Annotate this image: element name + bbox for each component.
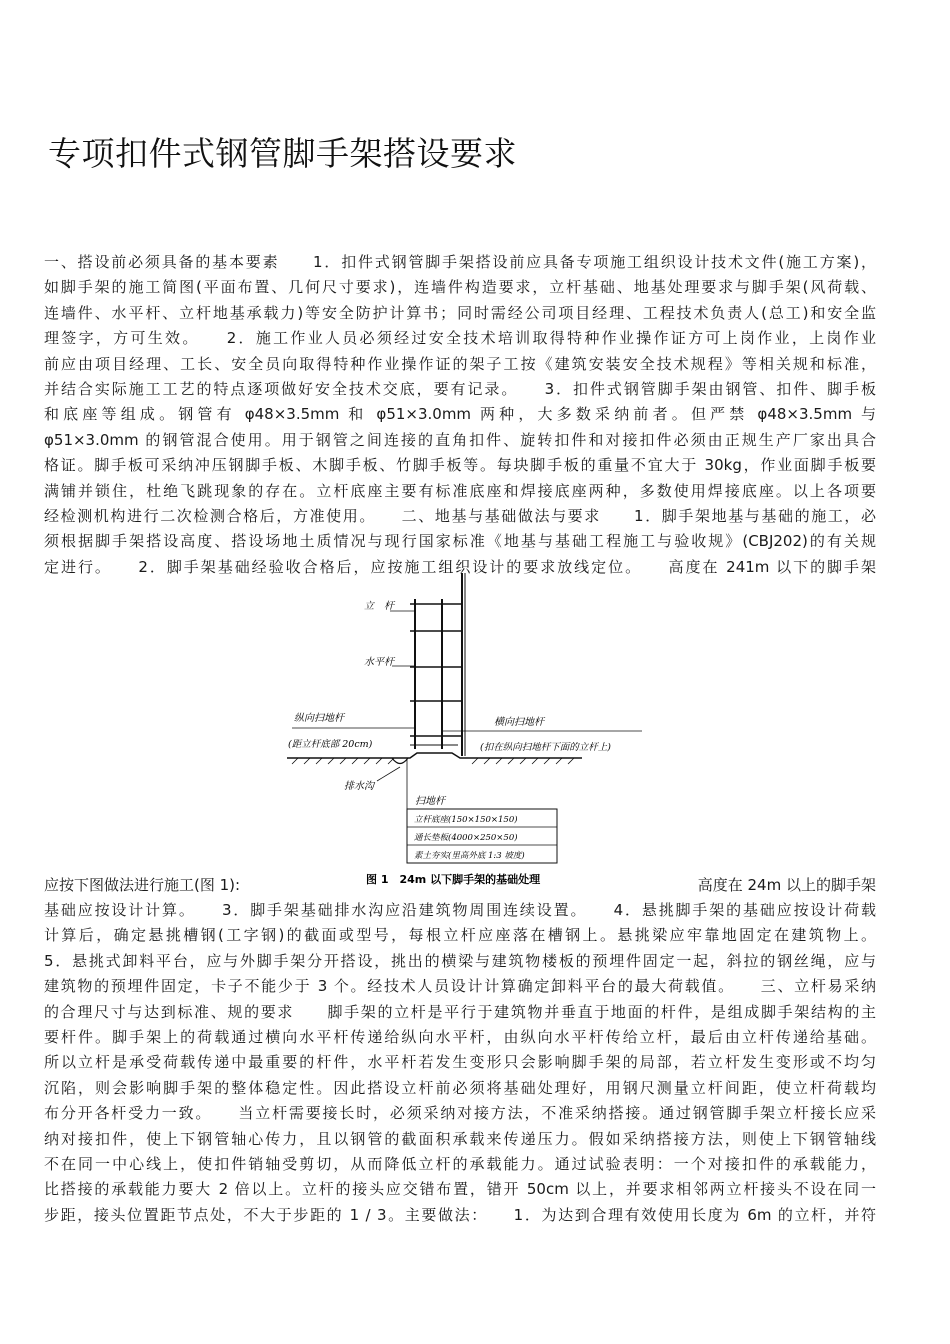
label-longitudinal-sweep: 纵向扫地杆 [294,713,344,724]
text-line: 建筑物的预埋件固定，卡子不能少于 3 个。经技术人员设计计算确定卸料平台的最大荷载值。 三、立杆易采纳 [44,977,876,996]
text-line: 计算后，确定悬挑槽钢(工字钢)的截面或型号，每根立杆应座落在槽钢上。悬挑梁应牢靠地固定在建筑物上。 [44,926,876,945]
text-line: 布分开各杆受力一致。 当立杆需要接长时，必须采纳对接方法，不准采纳搭接。通过钢管脚手架立杆接长应采 [44,1104,876,1123]
label-upright: 立 杆 [364,601,394,612]
text-line: 满铺并锁住，杜绝飞跳现象的存在。立杆底座主要有标准底座和焊接底座两种，多数使用焊接底座。以上各项要 [44,481,876,500]
split-line-left: 应按下图做法进行施工(图 1): [44,876,241,894]
text-line: 比搭接的承载能力要大 2 倍以上。立杆的接头应交错布置，错开 50cm 以上，并要求相邻两立杆接头不设在同一 [44,1180,876,1199]
split-line-right: 高度在 24m 以上的脚手架 [697,876,876,894]
figure-caption: 图 1 24m 以下脚手架的基础处理 [366,873,541,886]
drain-ditch [392,758,408,764]
page-title: 专项扣件式钢管脚手架搭设要求 [48,134,517,173]
text-line: 步距，接头位置距节点处，不大于步距的 1 / 3。主要做法： 1．为达到合理有效使用长度为 6m 的立杆，并符 [44,1205,876,1224]
label-longitudinal-note: (距立杆底部 20cm) [288,739,373,750]
label-drain: 排水沟 [344,781,374,792]
text-line: 定进行。 2．脚手架基础经验收合格后，应按施工组织设计的要求放线定位。 高度在 241m 以下的脚手架 [44,557,876,576]
ground-line [287,753,582,758]
text-line: 须根据脚手架搭设高度、搭设场地土质情况与现行国家标准《地基与基础工程施工与验收规》(CBJ202)的有关规 [44,532,876,551]
foundation-diagram-svg [282,571,682,891]
text-line: 纳对接扣件，使上下钢管轴心传力，且以钢管的截面积承载来传递压力。假如采纳搭接方法，则使上下钢管轴线 [44,1129,876,1148]
legend-row: 素土夯实(里高外底 1:3 坡度) [414,851,525,861]
text-line: 前应由项目经理、工长、安全员向取得特种作业操作证的架子工按《建筑安装安全技术规程》等相关规和标准， [44,354,876,373]
text-line: φ51×3.0mm 的钢管混合使用。用于钢管之间连接的直角扣件、旋转扣件和对接扣件必须由正规生产厂家出具合 [44,430,876,449]
text-line: 所以立杆是承受荷载传递中最重要的杆件，水平杆若发生变形只会影响脚手架的局部，若立杆发生变形或不均匀 [44,1053,876,1072]
label-sweep-bar: 扫地杆 [415,796,445,807]
text-line: 要杆件。脚手架上的荷载通过横向水平杆传递给纵向水平杆，由纵向水平杆传给立杆，最后由立杆传递给基础。 [44,1027,876,1046]
label-horizontal-bar: 水平杆 [364,657,394,668]
text-line: 一、搭设前必须具备的基本要素 1．扣件式钢管脚手架搭设前应具备专项施工组织设计技术文件(施工方案)， [44,253,876,271]
text-line: 理签字，方可生效。 2．施工作业人员必须经过安全技术培训取得特种作业操作证方可上岗作业，上岗作业 [44,329,876,348]
text-line: 并结合实际施工工艺的特点逐项做好安全技术交底，要有记录。 3．扣件式钢管脚手架由钢管、扣件、脚手板 [44,379,876,398]
text-line: 如脚手架的施工简图(平面布置、几何尺寸要求)，连墙件构造要求，立杆基础、地基处理要求与脚手架(风荷载、 [44,278,876,297]
label-transverse-sweep: 横向扫地杆 [494,717,544,728]
paragraph-body-1 [44,250,876,580]
text-line: 经检测机构进行二次检测合格后，方准使用。 二、地基与基础做法与要求 1．脚手架地基与基础的施工，必 [44,506,876,525]
legend-row: 通长垫板(4000×250×50) [414,833,518,843]
text-line: 的合理尺寸与达到标准、规的要求 脚手架的立杆是平行于建筑物并垂直于地面的杆件，是组成脚手架结构的主 [44,1002,876,1021]
text-line: 连墙件、水平杆、立杆地基承载力)等安全防护计算书；同时需经公司项目经理、工程技术负责人(总工)和安全监 [44,303,876,322]
ground-hatch [292,758,574,764]
text-line: 格证。脚手板可采纳冲压钢脚手板、木脚手板、竹脚手板等。每块脚手板的重量不宜大于 30kg，作业面脚手板要 [44,456,876,475]
figure-foundation-diagram [282,571,682,891]
paragraph-body-2 [44,898,876,1228]
text-line: 基础应按设计计算。 3．脚手架基础排水沟应沿建筑物周围连续设置。 4．悬挑脚手架的基础应按设计荷载 [44,901,876,919]
text-line: 不在同一中心线上，使扣件销轴受剪切，从而降低立杆的承载能力。通过试验表明：一个对接扣件的承载能力， [44,1154,876,1173]
legend-row: 立杆底座(150×150×150) [414,815,518,825]
text-line: 5．悬挑式卸料平台，应与外脚手架分开搭设，挑出的横梁与建筑物楼板的预埋件固定一起，斜拉的钢丝绳，应与 [44,951,876,970]
text-line: 沉陷，则会影响脚手架的整体稳定性。因此搭设立杆前必须将基础处理好，用钢尺测量立杆间距，使立杆荷载均 [44,1078,876,1097]
label-transverse-note: (扣在纵向扫地杆下面的立杆上) [480,742,611,753]
text-line: 和底座等组成。钢管有 φ48×3.5mm 和 φ51×3.0mm 两种，大多数采纳前者。但严禁 φ48×3.5mm 与 [44,405,876,424]
leader-line [377,767,400,781]
